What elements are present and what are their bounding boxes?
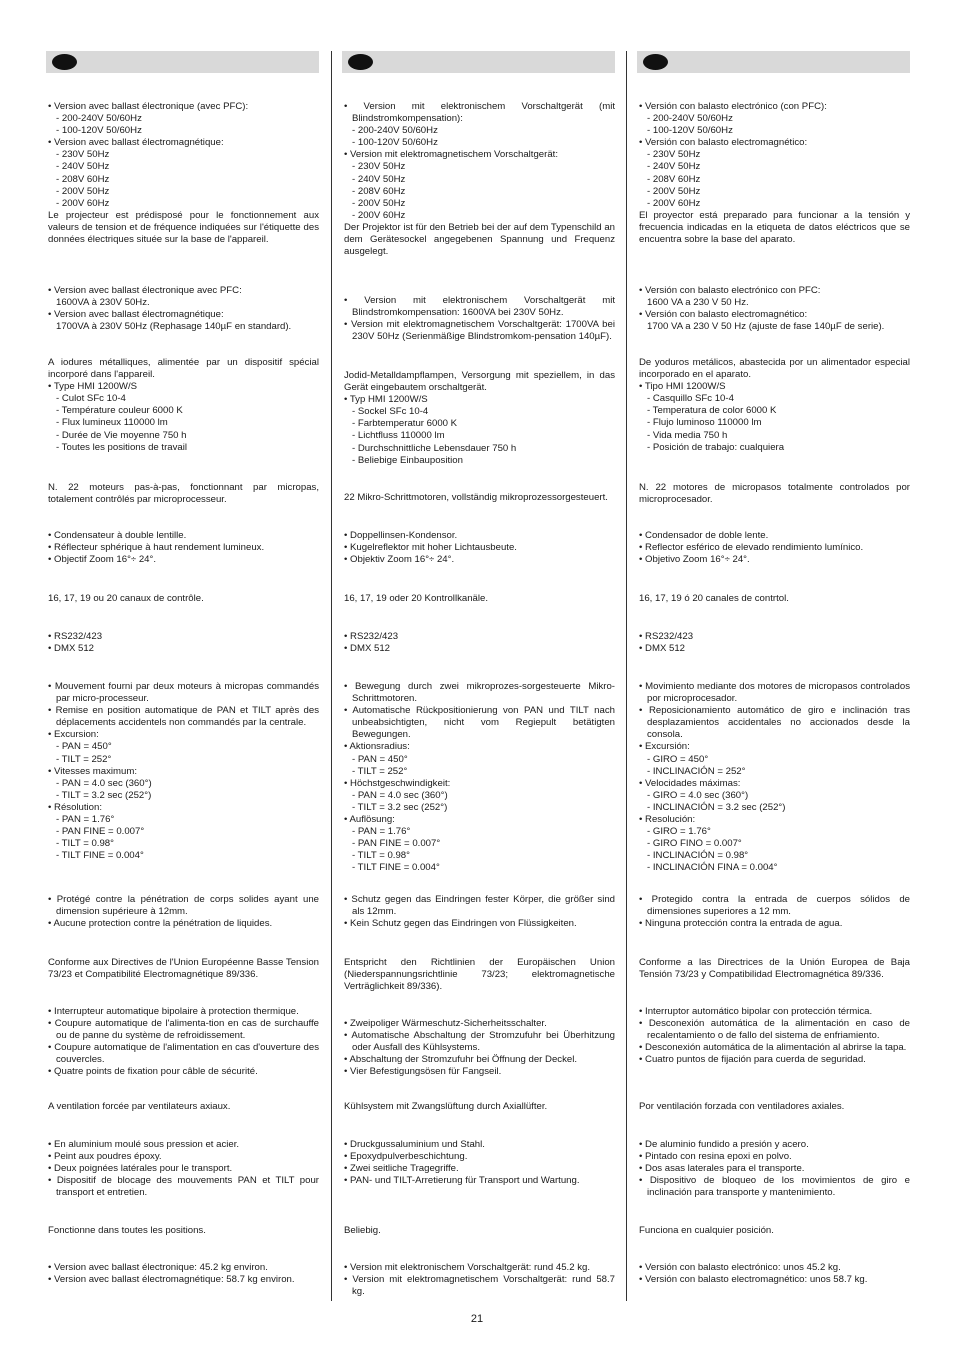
bullet-item: • Version mit elektromagnetischem Vorschaltgerät: <box>344 149 558 161</box>
spec-section <box>48 1262 319 1286</box>
bullet-item: • Versión con balasto electrónico con PFC: <box>639 285 821 296</box>
sub-item: - PAN = 450° <box>352 753 408 765</box>
bullet-item: • Condensateur à double lentille. <box>48 530 187 541</box>
sub-item: - 240V 50Hz <box>647 161 701 173</box>
bullet-item: • Version avec ballast électronique: 45.2 kg environ. <box>48 1262 268 1273</box>
bullet-item: • Mouvement fourni par deux moteurs à micropas commandés par micro-processeur. <box>48 681 319 705</box>
bullet-item: • Desconexión automática de la alimentación en caso de recalentamiento o de fallo del sistema de enfriamiento. <box>639 1018 910 1042</box>
sub-item: - Durchschnittliche Lebensdauer 750 h <box>352 442 517 454</box>
sub-item: - TILT = 3.2 sec (252°) <box>56 789 152 801</box>
spec-section <box>639 530 910 566</box>
sub-item: - GIRO = 1.76° <box>647 826 711 838</box>
spec-section <box>639 482 910 506</box>
bullet-item: • De aluminio fundido a presión y acero. <box>639 1139 809 1150</box>
spec-section <box>48 482 319 506</box>
bullet-item: • Version avec ballast électromagnétique: 58.7 kg environ. <box>48 1274 295 1286</box>
spec-section <box>48 285 319 333</box>
bullet-item: • Kugelreflektor mit hoher Lichtausbeute. <box>344 542 517 554</box>
paragraph: Fonctionne dans toutes les positions. <box>48 1225 206 1236</box>
bullet-item: • Type HMI 1200W/S <box>48 381 138 393</box>
bullet-item: • Peint aux poudres époxy. <box>48 1151 162 1163</box>
paragraph: Jodid-Metalldampflampen, Versorgung mit speziellem, in das Gerät eingebautem orschaltgerät. <box>344 370 615 394</box>
paragraph: Conforme aux Directives de l'Union Européenne Basse Tension 73/23 et Compatibilité Electromagnétique 89/336. <box>48 957 319 981</box>
bullet-item: • Epoxydpulverbeschichtung. <box>344 1151 468 1163</box>
column-divider <box>331 51 332 1301</box>
sub-item: - GIRO = 4.0 sec (360°) <box>647 789 749 801</box>
paragraph: 16, 17, 19 oder 20 Kontrollkanäle. <box>344 593 489 604</box>
sub-item: - 200V 60Hz <box>352 209 406 221</box>
sub-item: - TILT = 0.98° <box>352 850 410 862</box>
bullet-item: • Ninguna protección contra la entrada de agua. <box>639 918 843 930</box>
bullet-item: • Version mit elektronischem Vorschaltgerät mit Blindstromkompensation: 1600VA bei 230V 50Hz. <box>344 295 615 319</box>
bullet-item: • Zweipoliger Wärmeschutz-Sicherheitsschalter. <box>344 1018 547 1029</box>
bullet-item: • Movimiento mediante dos motores de micropasos controlados por microprocesador. <box>639 681 910 705</box>
bullet-item: • Dos asas laterales para el transporte. <box>639 1163 805 1175</box>
bullet-item: • Pintado con resina epoxi en polvo. <box>639 1151 792 1163</box>
spec-section <box>639 357 910 454</box>
sub-item: - Durée de Vie moyenne 750 h <box>56 429 187 441</box>
paragraph: Por ventilación forzada con ventiladores axiales. <box>639 1101 845 1112</box>
bullet-item: • Protégé contre la pénétration de corps solides ayant une dimension supérieure à 12mm. <box>48 894 319 918</box>
spec-section <box>48 593 319 605</box>
column-german <box>342 51 615 1298</box>
spec-section <box>639 681 910 875</box>
sub-item: - 200V 50Hz <box>56 185 110 197</box>
sub-item: - Température couleur 6000 K <box>56 405 183 417</box>
column-divider <box>626 51 627 1301</box>
bullet-item: • RS232/423 <box>639 631 694 642</box>
bullet-item: • Tipo HMI 1200W/S <box>639 381 726 393</box>
sub-item: - Flux lumineux 110000 lm <box>56 417 168 429</box>
bullet-item: • Version mit elektronischem Vorschaltgerät: rund 45.2 kg. <box>344 1262 590 1273</box>
bullet-item: • Versión con balasto electrónico (con PFC): <box>639 101 827 112</box>
sub-item: - 200-240V 50/60Hz <box>56 113 142 125</box>
sub-item: - Beliebige Einbauposition <box>352 454 463 466</box>
sub-item: - 208V 60Hz <box>647 173 701 185</box>
bullet-item: • Doppellinsen-Kondensor. <box>344 530 458 541</box>
sub-item: - 100-120V 50/60Hz <box>647 125 733 137</box>
bullet-item: • Bewegung durch zwei mikroprozes-sorgesteuerte Mikro-Schrittmotoren. <box>344 681 615 705</box>
paragraph: El proyector está preparado para funcionar a la tensión y frecuencia indicadas en la etiqueta de datos eléctricos que se encuentra sobre la base del aparato. <box>639 209 910 246</box>
spec-section <box>344 1262 615 1298</box>
spec-section <box>48 957 319 981</box>
sub-item: - INCLINACIÓN FINA = 0.004° <box>647 862 778 874</box>
spec-section <box>344 370 615 467</box>
spec-section <box>344 957 615 993</box>
bullet-item: • Reposicionamiento automático de giro e inclinación tras desplazamientos accidentales no accionados desde la consola. <box>639 705 910 741</box>
bullet-item: • Auflösung: <box>344 814 395 826</box>
sub-item: - 230V 50Hz <box>647 149 701 161</box>
bullet-item: • Aktionsradius: <box>344 741 410 753</box>
paragraph: A ventilation forcée par ventilateurs axiaux. <box>48 1101 231 1112</box>
spec-section <box>48 1101 319 1113</box>
bullet-item: • Version avec ballast électronique avec PFC: <box>48 285 242 296</box>
sub-item: - 200V 50Hz <box>352 197 406 209</box>
bullet-item: • Versión con balasto electrónico: unos 45.2 kg. <box>639 1262 841 1273</box>
spec-section <box>344 593 615 605</box>
sub-item: - 208V 60Hz <box>352 185 406 197</box>
bullet-item: • Version mit elektronischem Vorschaltgerät (mit Blindstromkompensation): <box>344 101 615 125</box>
sub-item: - INCLINACIÓN = 252° <box>647 765 746 777</box>
paragraph: Funciona en cualquier posición. <box>639 1225 774 1236</box>
spec-section <box>639 593 910 605</box>
sub-item: - 230V 50Hz <box>352 161 406 173</box>
sub-item: - PAN = 4.0 sec (360°) <box>56 777 152 789</box>
spec-section <box>48 1006 319 1079</box>
spec-section <box>639 631 910 655</box>
bullet-item: • Remise en position automatique de PAN et TILT après des déplacements accidentels non commandés par la centrale. <box>48 705 319 729</box>
sub-item: 1700VA à 230V 50Hz (Rephasage 140µF en standard). <box>56 321 292 333</box>
spec-section <box>344 631 615 655</box>
sub-item: - GIRO FINO = 0.007° <box>647 838 742 850</box>
bullet-item: • Réflecteur sphérique à haut rendement lumineux. <box>48 542 265 554</box>
paragraph: 16, 17, 19 ó 20 canales de contrtol. <box>639 593 789 604</box>
sub-item: - Vida media 750 h <box>647 429 728 441</box>
paragraph: Der Projektor ist für den Betrieb bei der auf dem Typenschild an dem Gerätesockel angegebenen Spannung und Frequenz ausgelegt. <box>344 221 615 258</box>
paragraph: N. 22 motores de micropasos totalmente controlados por microprocesador. <box>639 482 910 506</box>
sub-item: - Toutes les positions de travail <box>56 441 188 453</box>
paragraph: Le projecteur est prédisposé pour le fonctionnement aux valeurs de tension et de fréquence indiquées sur l'étiquette des données électriques située sur la base de l'appareil. <box>48 209 319 246</box>
bullet-item: • Dispositivo de bloqueo de los movimientos de giro e inclinación para transporte y mantenimiento. <box>639 1175 910 1199</box>
spec-section <box>639 1006 910 1066</box>
column-french <box>46 51 319 1286</box>
sub-item: - 200V 50Hz <box>647 185 701 197</box>
bullet-item: • Automatische Rückpositionierung von PAN und TILT nach unbeabsichtigten, nicht vom Regiepult betätigten Bewegungen. <box>344 705 615 741</box>
page-number: 21 <box>470 1313 484 1325</box>
sub-item: 1700 VA a 230 V 50 Hz (ajuste de fase 140µF de serie). <box>647 321 885 333</box>
sub-item: - PAN = 1.76° <box>352 826 411 838</box>
paragraph: Kühlsystem mit Zwangslüftung durch Axiallüfter. <box>344 1101 548 1112</box>
language-dot <box>643 54 668 70</box>
bullet-item: • Vitesses maximum: <box>48 765 138 777</box>
column-header <box>637 51 910 73</box>
bullet-item: • Deux poignées latérales pour le transport. <box>48 1163 233 1175</box>
bullet-item: • En aluminium moulé sous pression et acier. <box>48 1139 240 1150</box>
bullet-item: • Automatische Abschaltung der Stromzufuhr bei Überhitzung oder Ausfall des Kühlsystems. <box>344 1030 615 1054</box>
bullet-item: • DMX 512 <box>48 643 95 655</box>
spec-section <box>48 631 319 655</box>
bullet-item: • Versión con balasto electromagnético: unos 58.7 kg. <box>639 1274 868 1286</box>
bullet-item: • Resolución: <box>639 814 696 826</box>
sub-item: - 100-120V 50/60Hz <box>56 125 142 137</box>
sub-item: - 200-240V 50/60Hz <box>352 125 438 137</box>
paragraph: N. 22 moteurs pas-à-pas, fonctionnant par micropas, totalement contrôlés par microprocesseur. <box>48 482 319 506</box>
bullet-item: • Résolution: <box>48 801 103 813</box>
sub-item: - TILT = 252° <box>56 753 112 765</box>
bullet-item: • Version avec ballast électromagnétique: <box>48 309 224 321</box>
column-spanish <box>637 51 910 1286</box>
bullet-item: • Schutz gegen das Eindringen fester Körper, die größer sind als 12mm. <box>344 894 615 918</box>
bullet-item: • Version avec ballast électromagnétique: <box>48 137 224 149</box>
spec-section <box>344 1101 615 1113</box>
spec-section <box>48 101 319 246</box>
column-header <box>342 51 615 73</box>
spec-section <box>344 1018 615 1078</box>
spec-section <box>344 530 615 566</box>
spec-section <box>639 1139 910 1199</box>
spec-section <box>48 1225 319 1237</box>
paragraph: 16, 17, 19 ou 20 canaux de contrôle. <box>48 593 204 604</box>
sub-item: - Flujo luminoso 110000 lm <box>647 417 762 429</box>
sub-item: - TILT = 3.2 sec (252°) <box>352 801 448 813</box>
bullet-item: • Interrupteur automatique bipolaire à protection thermique. <box>48 1006 299 1017</box>
bullet-item: • Protegido contra la entrada de cuerpos sólidos de dimensiones superiores a 12 mm. <box>639 894 910 918</box>
spec-section <box>48 681 319 862</box>
bullet-item: • Coupure automatique de l'alimentation en cas d'ouverture des couvercles. <box>48 1042 319 1066</box>
sub-item: - INCLINACIÓN = 3.2 sec (252°) <box>647 801 786 813</box>
sub-item: - GIRO = 450° <box>647 753 709 765</box>
spec-section <box>639 285 910 333</box>
column-header <box>46 51 319 73</box>
sub-item: - Lichtfluss 110000 lm <box>352 430 445 442</box>
bullet-item: • Versión con balasto electromagnético: <box>639 309 808 321</box>
sub-item: - Posición de trabajo: cualquiera <box>647 441 785 453</box>
sub-item: - PAN FINE = 0.007° <box>56 826 145 838</box>
sub-item: - 230V 50Hz <box>56 149 110 161</box>
bullet-item: • RS232/423 <box>48 631 103 642</box>
bullet-item: • Typ HMI 1200W/S <box>344 394 428 406</box>
sub-item: - Sockel SFc 10-4 <box>352 406 429 418</box>
bullet-item: • Coupure automatique de l'alimenta-tion en cas de surchauffe ou de panne du système de refroidissement. <box>48 1018 319 1042</box>
sub-item: - 208V 60Hz <box>56 173 110 185</box>
bullet-item: • RS232/423 <box>344 631 399 642</box>
sub-item: - 240V 50Hz <box>352 173 406 185</box>
sub-item: - PAN FINE = 0.007° <box>352 838 441 850</box>
sub-item: - 200V 60Hz <box>647 197 701 209</box>
sub-item: - Temperatura de color 6000 K <box>647 405 777 417</box>
bullet-item: • Abschaltung der Stromzufuhr bei Öffnung der Deckel. <box>344 1054 578 1066</box>
bullet-item: • Quatre points de fixation pour câble de sécurité. <box>48 1066 258 1078</box>
paragraph: Conforme a las Directrices de la Unión Europea de Baja Tensión 73/23 y Compatibilidad Electromagnética 89/336. <box>639 957 910 981</box>
spec-section <box>639 957 910 981</box>
sub-item: - PAN = 4.0 sec (360°) <box>352 789 448 801</box>
bullet-item: • Cuatro puntos de fijación para cuerda de seguridad. <box>639 1054 866 1066</box>
spec-section <box>639 1262 910 1286</box>
sub-item: - 200-240V 50/60Hz <box>647 113 733 125</box>
spec-section <box>48 1139 319 1199</box>
spec-section <box>344 295 615 343</box>
bullet-item: • Reflector esférico de elevado rendimiento lumínico. <box>639 542 864 554</box>
sub-item: - 100-120V 50/60Hz <box>352 137 438 149</box>
spec-section <box>344 492 615 504</box>
bullet-item: • Version mit elektromagnetischem Vorschaltgerät: rund 58.7 kg. <box>344 1274 615 1298</box>
spec-section <box>48 357 319 454</box>
bullet-item: • Dispositif de blocage des mouvements PAN et TILT pour transport et entretien. <box>48 1175 319 1199</box>
bullet-item: • DMX 512 <box>344 643 391 655</box>
sub-item: - PAN = 1.76° <box>56 814 115 826</box>
paragraph: De yoduros metálicos, abastecida por un alimentador especial incorporado en el aparato. <box>639 357 910 381</box>
spec-section <box>639 894 910 930</box>
language-dot <box>52 54 77 70</box>
bullet-item: • Excursion: <box>48 729 99 741</box>
bullet-item: • Excursión: <box>639 741 690 753</box>
sub-item: 1600 VA a 230 V 50 Hz. <box>647 297 749 309</box>
spec-section <box>344 681 615 875</box>
sub-item: - TILT FINE = 0.004° <box>56 850 144 862</box>
spec-section <box>344 1139 615 1187</box>
sub-item: - TILT = 0.98° <box>56 838 114 850</box>
sub-item: - Casquillo SFc 10-4 <box>647 393 734 405</box>
bullet-item: • Objektiv Zoom 16°÷ 24°. <box>344 554 455 566</box>
bullet-item: • Höchstgeschwindigkeit: <box>344 777 451 789</box>
sub-item: - Farbtemperatur 6000 K <box>352 418 458 430</box>
bullet-item: • Version avec ballast électronique (avec PFC): <box>48 101 249 112</box>
bullet-item: • Interruptor automático bipolar con protección térmica. <box>639 1006 873 1017</box>
bullet-item: • PAN- und TILT-Arretierung für Transport und Wartung. <box>344 1175 580 1187</box>
bullet-item: • Objectif Zoom 16°÷ 24°. <box>48 554 157 566</box>
paragraph: Entspricht den Richtlinien der Europäischen Union (Niederspannungsrichtlinie 73/23; elektromagnetische Verträglichkeit 89/336). <box>344 957 615 993</box>
bullet-item: • Aucune protection contre la pénétration de liquides. <box>48 918 273 930</box>
bullet-item: • Vier Befestigungsösen für Fangseil. <box>344 1066 502 1078</box>
spec-section <box>344 894 615 930</box>
bullet-item: • Objetivo Zoom 16°÷ 24°. <box>639 554 750 566</box>
bullet-item: • Kein Schutz gegen das Eindringen von Flüssigkeiten. <box>344 918 577 930</box>
spec-section <box>639 1225 910 1237</box>
bullet-item: • Velocidades máximas: <box>639 777 741 789</box>
bullet-item: • Version mit elektromagnetischem Vorschaltgerät: 1700VA bei 230V 50Hz (Serienmäßige Blindstromkom-pensation 140µF). <box>344 319 615 343</box>
sub-item: 1600VA à 230V 50Hz. <box>56 297 150 309</box>
spec-section <box>639 1101 910 1113</box>
sub-item: - TILT = 252° <box>352 765 408 777</box>
spec-section <box>48 530 319 566</box>
sub-item: - INCLINACIÓN = 0.98° <box>647 850 749 862</box>
bullet-item: • Versión con balasto electromagnético: <box>639 137 808 149</box>
language-dot <box>348 54 373 70</box>
spec-section <box>344 1225 615 1237</box>
bullet-item: • Druckgussaluminium und Stahl. <box>344 1139 485 1150</box>
paragraph: Beliebig. <box>344 1225 381 1236</box>
bullet-item: • Desconexión automática de la alimentación al abrirse la tapa. <box>639 1042 907 1054</box>
sub-item: - PAN = 450° <box>56 741 112 753</box>
spec-section <box>344 101 615 258</box>
spec-section <box>639 101 910 246</box>
sub-item: - 200V 60Hz <box>56 197 110 209</box>
bullet-item: • Condensador de doble lente. <box>639 530 769 541</box>
sub-item: - Culot SFc 10-4 <box>56 393 126 405</box>
sub-item: - 240V 50Hz <box>56 161 110 173</box>
bullet-item: • DMX 512 <box>639 643 686 655</box>
paragraph: A iodures métalliques, alimentée par un dispositif spécial incorporé dans l'appareil. <box>48 357 319 381</box>
spec-section <box>48 894 319 930</box>
paragraph: 22 Mikro-Schrittmotoren, vollständig mikroprozessorgesteuert. <box>344 492 608 503</box>
sub-item: - TILT FINE = 0.004° <box>352 862 440 874</box>
bullet-item: • Zwei seitliche Tragegriffe. <box>344 1163 459 1175</box>
